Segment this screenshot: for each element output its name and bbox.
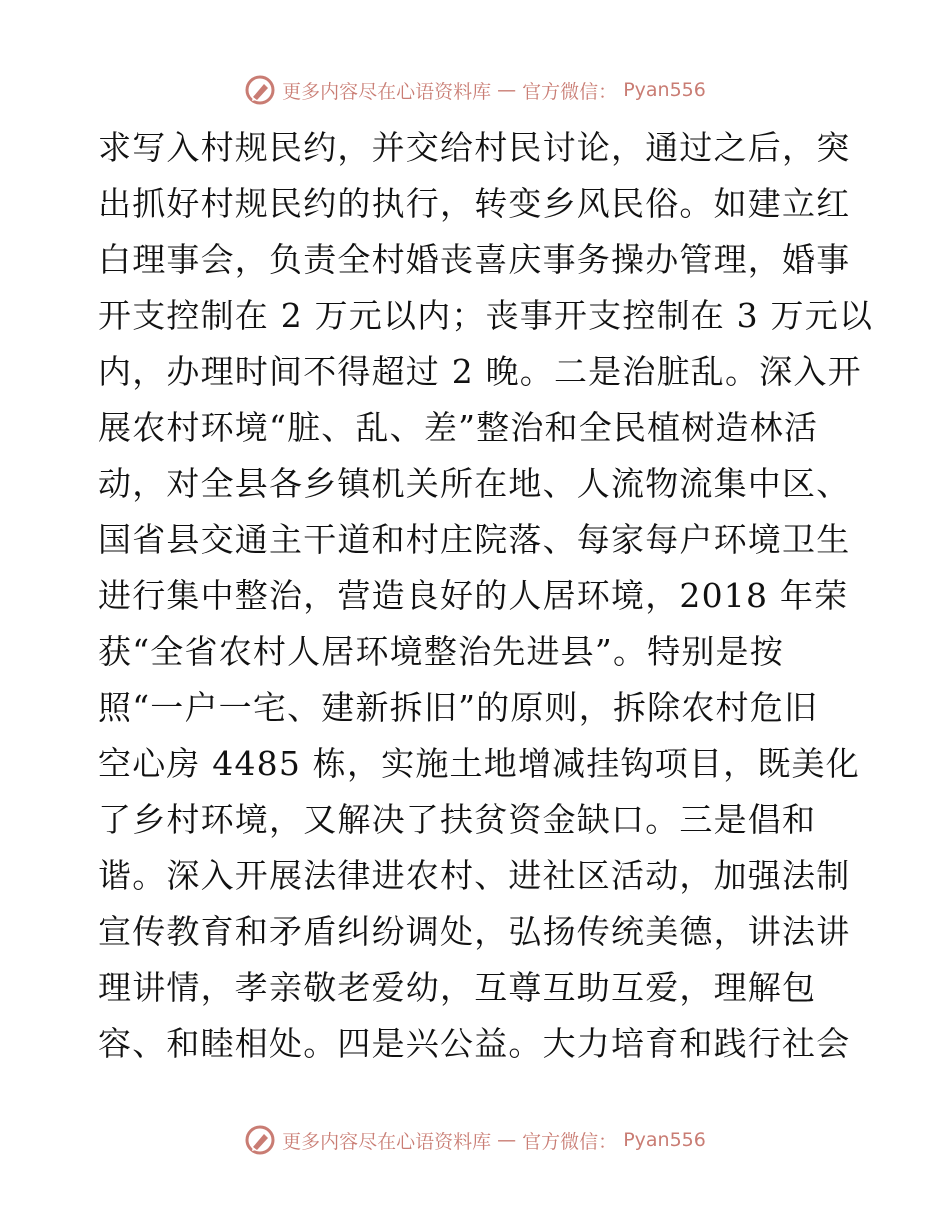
header-watermark [0, 74, 950, 106]
text-line: 谐。深入开展法律进农村、进社区活动，加强法制 [98, 856, 851, 895]
text-line: 求写入村规民约，并交给村民讨论，通过之后，突 [98, 128, 851, 167]
text-line: 获“全省农村人居环境整治先进县”。特别是按 [98, 632, 784, 671]
watermark-text: 更多内容尽在心语资料库 [282, 80, 492, 103]
text-line: 容、和睦相处。四是兴公益。大力培育和践行社会 [98, 1024, 851, 1063]
pen-logo-icon [244, 74, 276, 106]
text-line: 展农村环境“脏、乱、差”整治和全民植树造林活 [98, 408, 819, 447]
text-line: 出抓好村规民约的执行，转变乡风民俗。如建立红 [98, 184, 851, 223]
watermark-contact-id: Pyan556 [623, 1129, 706, 1151]
pen-logo-icon [244, 1124, 276, 1156]
text-line: 理讲情，孝亲敬老爱幼，互尊互助互爱，理解包 [98, 968, 817, 1007]
watermark-contact-label: 官方微信： [522, 80, 618, 103]
text-line: 了乡村环境，又解决了扶贫资金缺口。三是倡和 [98, 800, 817, 839]
watermark-separator: — [497, 1129, 517, 1151]
text-line: 进行集中整治，营造良好的人居环境，2018 年荣 [98, 576, 849, 615]
footer-watermark [0, 1124, 950, 1156]
text-line: 宣传教育和矛盾纠纷调处，弘扬传统美德，讲法讲 [98, 912, 851, 951]
watermark-contact-label: 官方微信： [522, 1130, 618, 1153]
text-line: 白理事会，负责全村婚丧喜庆事务操办管理，婚事 [98, 240, 851, 279]
text-line: 空心房 4485 栋，实施土地增减挂钩项目，既美化 [98, 744, 860, 783]
watermark-separator: — [497, 79, 517, 101]
text-line: 动，对全县各乡镇机关所在地、人流物流集中区、 [98, 464, 851, 503]
text-line: 内，办理时间不得超过 2 晚。二是治脏乱。深入开 [98, 352, 862, 391]
text-line: 照“一户一宅、建新拆旧”的原则，拆除农村危旧 [98, 688, 819, 727]
document-body [98, 120, 874, 1072]
text-line: 开支控制在 2 万元以内；丧事开支控制在 3 万元以 [98, 296, 874, 335]
watermark-text: 更多内容尽在心语资料库 [282, 1130, 492, 1153]
watermark-contact-id: Pyan556 [623, 79, 706, 101]
text-line: 国省县交通主干道和村庄院落、每家每户环境卫生 [98, 520, 851, 559]
